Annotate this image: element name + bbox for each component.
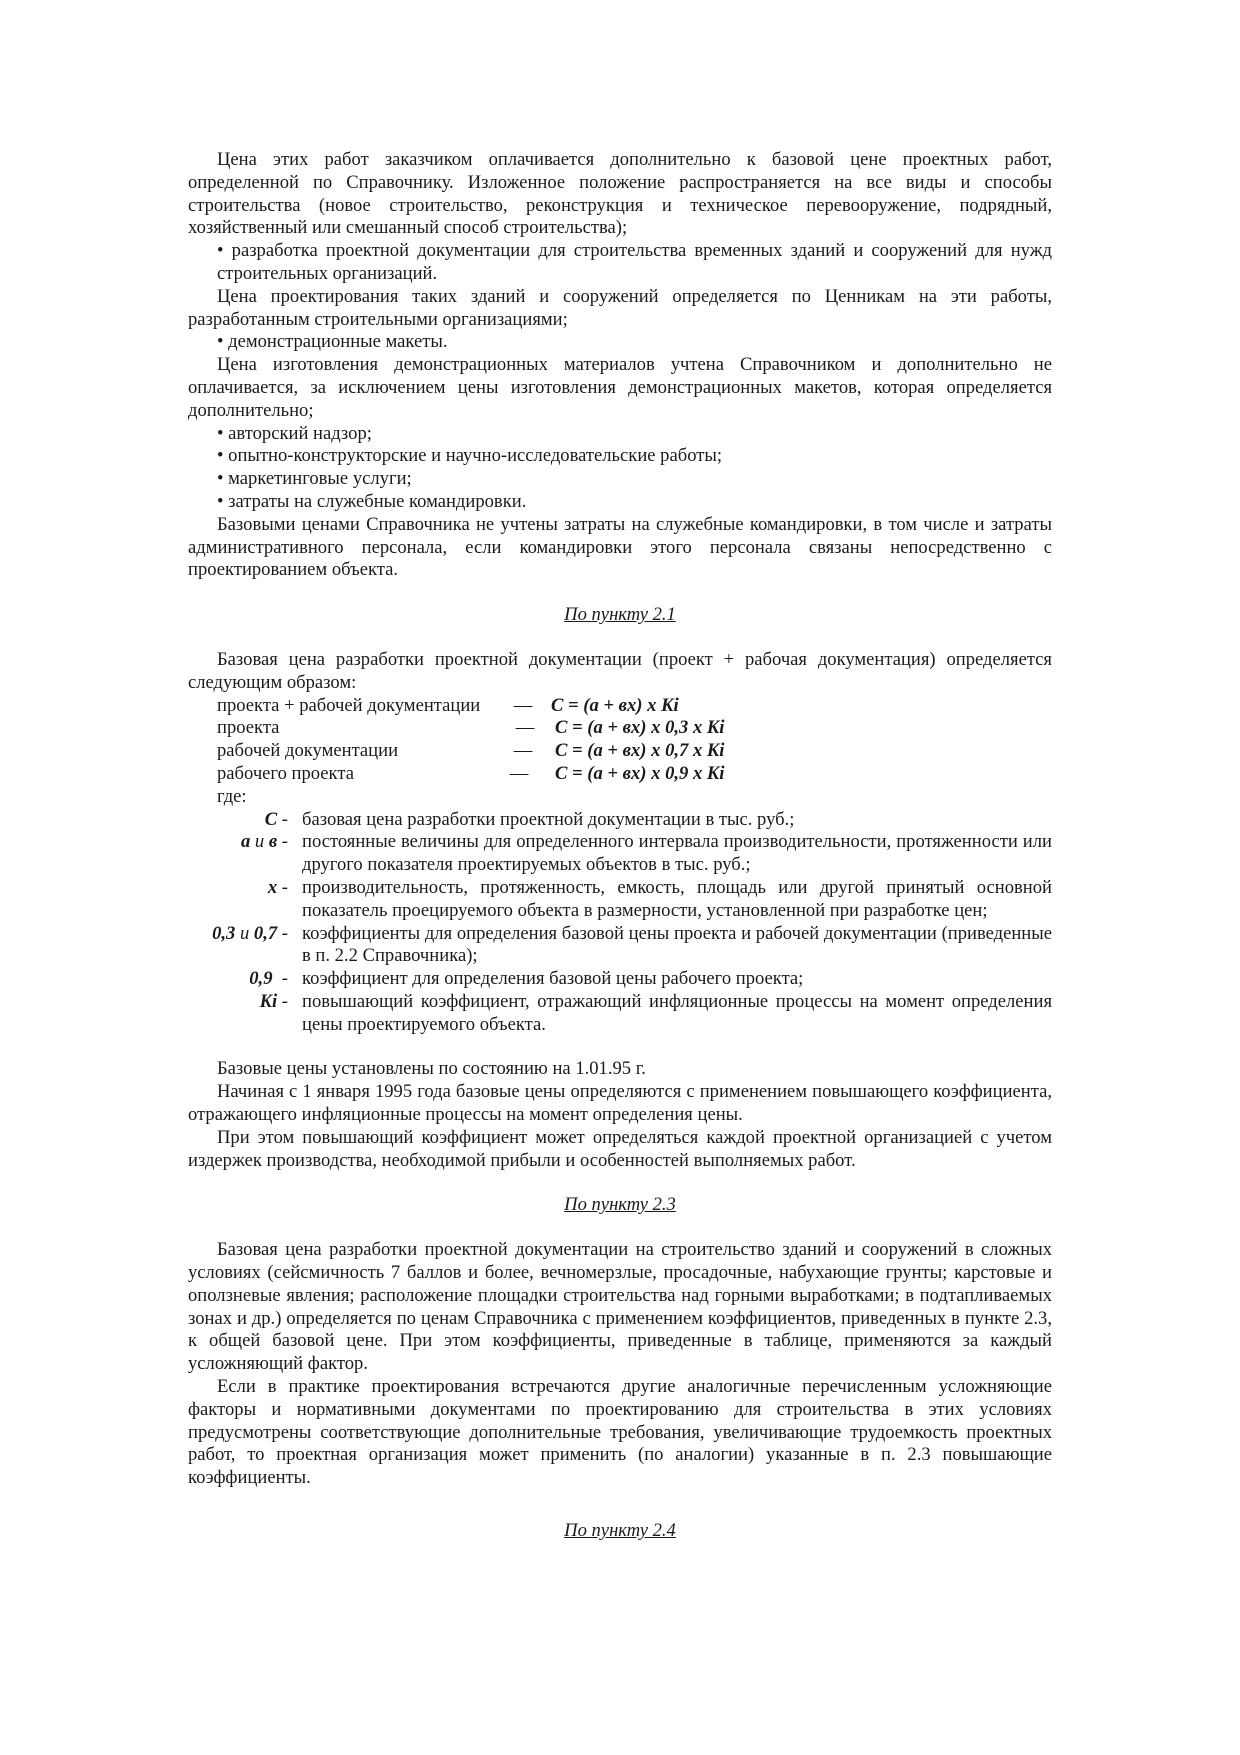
section-heading-text: По пункту 2.4 — [564, 1520, 676, 1542]
section-heading-text: По пункту 2.3 — [564, 1194, 676, 1216]
formula-row — [188, 763, 1052, 786]
formula-dash: — — [515, 717, 535, 739]
formula-dash: — — [509, 762, 529, 784]
formula-expression: С = (а + вх) х Ki — [551, 694, 679, 716]
paragraph: Базовая цена разработки проектной документации на строительство зданий и сооружений в сложных условиях (сейсмичность 7 баллов и более, вечномерзлые, просадочные, набухающие грунты; карстовые и оползневые явления; расположение площадки строительства над горными выработками; в подтапливаемых зонах и др.) определяется по ценам Справочника с применением коэффициентов, приведенных в пункте 2.3, к общей базовой цене. При этом коэффициенты, приведенные в таблице, применяются за каждый усложняющий фактор. — [188, 1239, 1052, 1375]
formula-expression: С = (а + вх) х 0,3 х Ki — [555, 717, 725, 739]
bullet-item: • разработка проектной документации для строительства временных зданий и сооружений для нужд строительных организаций. — [217, 240, 1052, 284]
paragraph: Цена проектирования таких зданий и сооружений определяется по Ценникам на эти работы, разработанным строительными организациями; — [188, 285, 1052, 330]
paragraph: Цена этих работ заказчиком оплачивается дополнительно к базовой цене проектных работ, определенной по Справочнику. Изложенное положение распространяется на все виды и способы строительства (новое строительство, реконструкция и техническое перевооружение, подрядный, хозяйственный или смешанный способ строительства); — [188, 149, 1052, 239]
definition-row — [188, 831, 1052, 877]
bullet-item: • авторский надзор; — [217, 422, 372, 444]
definition-text: постоянные величины для определенного интервала производительности, протяженности или другого показателя проектируемых объектов в тыс. руб.; — [302, 831, 1052, 876]
definition-symbol: а и в - — [240, 831, 288, 853]
definition-symbol: 0,3 и 0,7 - — [212, 922, 288, 944]
definition-row — [188, 968, 1052, 991]
definition-text: коэффициенты для определения базовой цены проекта и рабочей документации (приведенные в п. 2.2 Справочника); — [302, 922, 1052, 967]
formula-row — [188, 695, 1052, 718]
formula-label: проекта — [217, 717, 280, 739]
paragraph: При этом повышающий коэффициент может определяться каждой проектной организацией с учетом издержек производства, необходимой прибыли и особенностей выполняемых работ. — [188, 1126, 1052, 1171]
formula-row — [188, 740, 1052, 763]
definition-symbol: 0,9 - — [249, 968, 288, 990]
definition-row — [188, 991, 1052, 1037]
definition-text: повышающий коэффициент, отражающий инфляционные процессы на момент определения цены проектируемого объекта. — [302, 990, 1052, 1035]
formula-expression: С = (а + вх) х 0,7 х Ki — [555, 740, 725, 762]
paragraph: Цена изготовления демонстрационных материалов учтена Справочником и дополнительно не оплачивается, за исключением цены изготовления демонстрационных макетов, которая определяется дополнительно; — [188, 354, 1052, 421]
paragraph: Начиная с 1 января 1995 года базовые цены определяются с применением повышающего коэффициента, отражающего инфляционные процессы на момент определения цены. — [188, 1081, 1052, 1126]
definition-text: производительность, протяженность, емкость, площадь или другой принятый основной показатель проецируемого объекта в размерности, установленной при разработке цен; — [302, 876, 1052, 921]
definition-row — [188, 877, 1052, 923]
definition-symbol: С - — [264, 808, 288, 830]
definition-text: базовая цена разработки проектной документации в тыс. руб.; — [302, 808, 795, 830]
formula-expression: С = (а + вх) х 0,9 х Ki — [555, 762, 725, 784]
definition-row — [188, 923, 1052, 969]
spacer — [188, 1036, 1052, 1058]
section-heading-2-3 — [188, 1194, 1052, 1217]
where-label: где: — [217, 785, 247, 807]
definition-text: коэффициент для определения базовой цены рабочего проекта; — [302, 968, 804, 990]
formula-dash: — — [513, 740, 533, 762]
definition-row — [188, 809, 1052, 832]
formula-row — [188, 717, 1052, 740]
document-page — [188, 149, 1052, 1565]
section-heading-text: По пункту 2.1 — [564, 604, 676, 626]
definition-symbol: Ki - — [259, 990, 288, 1012]
paragraph: Базовые цены установлены по состоянию на 1.01.95 г. — [217, 1058, 646, 1080]
paragraph: Если в практике проектирования встречаются другие аналогичные перечисленным усложняющие факторы и нормативными документами по проектированию для строительства в этих условиях предусмотрены соответствующие дополнительные требования, увеличивающие трудоемкость проектных работ, то проектная организация может применить (по аналогии) указанные в п. 2.3 повышающие коэффициенты. — [188, 1376, 1052, 1489]
bullet-item: • затраты на служебные командировки. — [217, 490, 527, 512]
bullet-item: • демонстрационные макеты. — [217, 331, 448, 353]
formula-dash: — — [513, 694, 533, 716]
section-heading-2-4 — [188, 1520, 1052, 1543]
formula-label: рабочего проекта — [217, 762, 354, 784]
section-heading-2-1 — [188, 604, 1052, 627]
definition-symbol: х - — [267, 876, 288, 898]
bullet-item: • опытно-конструкторские и научно-исследовательские работы; — [217, 445, 723, 467]
paragraph: Базовыми ценами Справочника не учтены затраты на служебные командировки, в том числе и затраты административного персонала, если командировки этого персонала связаны непосредственно с проектированием объекта. — [188, 513, 1052, 581]
paragraph: Базовая цена разработки проектной документации (проект + рабочая документация) определяется следующим образом: — [188, 648, 1052, 693]
formula-label: рабочей документации — [217, 740, 399, 762]
bullet-item: • маркетинговые услуги; — [217, 468, 412, 490]
formula-label: проекта + рабочей документации — [217, 694, 481, 716]
